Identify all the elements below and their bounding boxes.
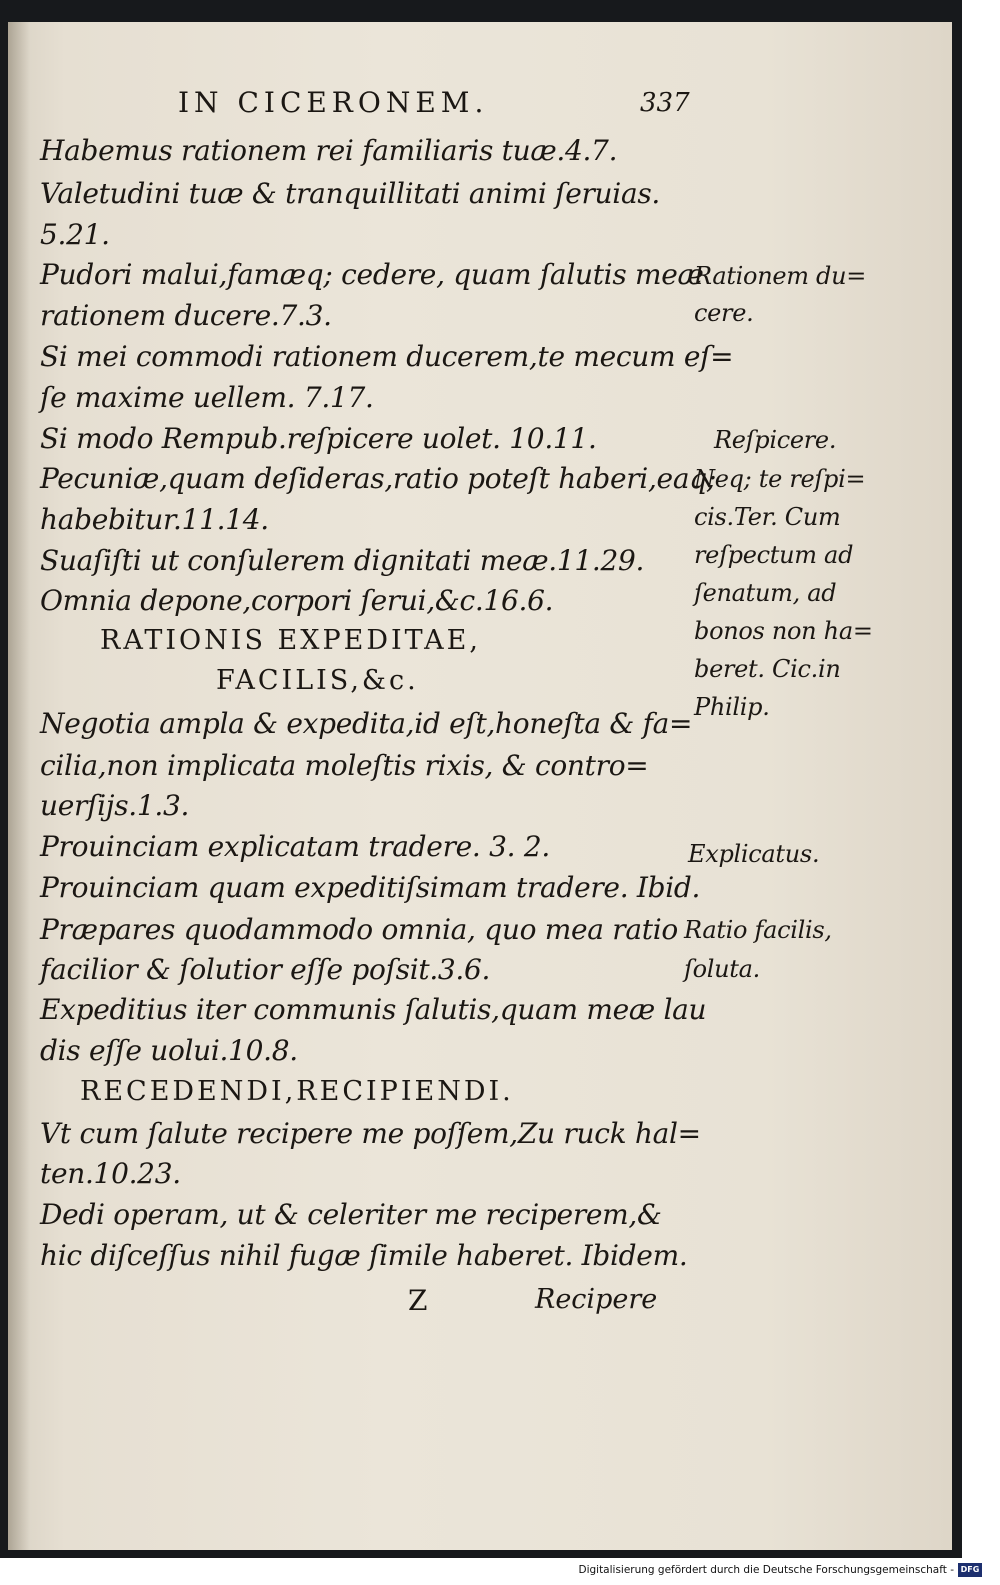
footer-bar	[0, 1558, 1000, 1585]
page-number: 337	[640, 88, 690, 118]
text-line: facilior & ſolutior eſſe poſsit.3.6.	[40, 953, 491, 986]
text-line: Prouinciam quam expeditiſsimam tradere. Ibid.	[40, 871, 701, 904]
text-line: uerſijs.1.3.	[40, 789, 190, 822]
signature-mark: Z	[408, 1284, 428, 1317]
catchword: Recipere	[535, 1284, 658, 1315]
text-line: Vt cum ſalute recipere me poſſem,Zu ruck hal=	[40, 1117, 701, 1150]
text-line: Suaſiſti ut conſulerem dignitati meæ.11.29.	[40, 544, 645, 577]
text-line: ten.10.23.	[40, 1157, 181, 1190]
margin-note: beret. Cic.in	[694, 655, 841, 683]
text-line: Præpares quodammodo omnia, quo mea ratio	[40, 913, 678, 946]
section-heading: RATIONIS EXPEDITAE,	[100, 625, 481, 656]
margin-note: cis.Ter. Cum	[694, 503, 841, 531]
section-heading: RECEDENDI,RECIPIENDI.	[80, 1076, 514, 1107]
text-line: Si modo Rempub.reſpicere uolet. 10.11.	[40, 422, 597, 455]
text-line: Prouinciam explicatam tradere. 3. 2.	[40, 830, 550, 863]
page-spine-shadow	[8, 22, 30, 1550]
margin-note: Explicatus.	[688, 840, 820, 868]
text-line: Pecuniæ,quam deſideras,ratio poteſt haberi,eaq;	[40, 462, 716, 495]
margin-note: ſoluta.	[684, 955, 760, 983]
margin-note: ſenatum, ad	[694, 579, 837, 607]
book-page	[8, 22, 952, 1550]
text-line: rationem ducere.7.3.	[40, 299, 332, 332]
margin-note: Reſpicere.	[714, 426, 837, 454]
text-line: Negotia ampla & expedita,id eſt,honeſta & fa=	[40, 707, 693, 740]
dfg-logo-icon: DFG	[958, 1563, 982, 1577]
margin-note: Neq; te reſpi=	[694, 465, 866, 493]
text-line: ſe maxime uellem. 7.17.	[40, 381, 374, 414]
margin-note: bonos non ha=	[694, 617, 873, 645]
margin-note: cere.	[694, 299, 754, 327]
text-line: Dedi operam, ut & celeriter me reciperem,&	[40, 1198, 662, 1231]
margin-note: Philip.	[694, 693, 770, 721]
running-head: IN CICERONEM.	[178, 86, 489, 119]
text-line: dis eſſe uolui.10.8.	[40, 1034, 298, 1067]
section-heading: FACILIS,&c.	[216, 665, 419, 696]
text-line: habebitur.11.14.	[40, 503, 269, 536]
text-line: Pudori malui,famæq; cedere, quam ſalutis meæ	[40, 258, 704, 291]
funding-note: Digitalisierung gefördert durch die Deutsche Forschungsgemeinschaft -	[578, 1564, 954, 1576]
text-line: Expeditius iter communis ſalutis,quam meæ lau	[40, 993, 707, 1026]
text-line: Omnia depone,corpori ſerui,&c.16.6.	[40, 584, 554, 617]
margin-note: reſpectum ad	[694, 541, 854, 569]
text-line: Valetudini tuæ & tranquillitati animi ſeruias.	[40, 177, 661, 210]
margin-note: Rationem du=	[694, 262, 867, 290]
text-line: hic diſceſſus nihil fugæ ſimile haberet. Ibidem.	[40, 1239, 688, 1272]
text-line: Habemus rationem rei familiaris tuæ.4.7.	[40, 134, 618, 167]
text-line: Si mei commodi rationem ducerem,te mecum eſ=	[40, 340, 734, 373]
margin-note: Ratio facilis,	[684, 916, 832, 944]
text-line: cilia,non implicata moleſtis rixis, & contro=	[40, 749, 649, 782]
text-line: 5.21.	[40, 218, 110, 251]
